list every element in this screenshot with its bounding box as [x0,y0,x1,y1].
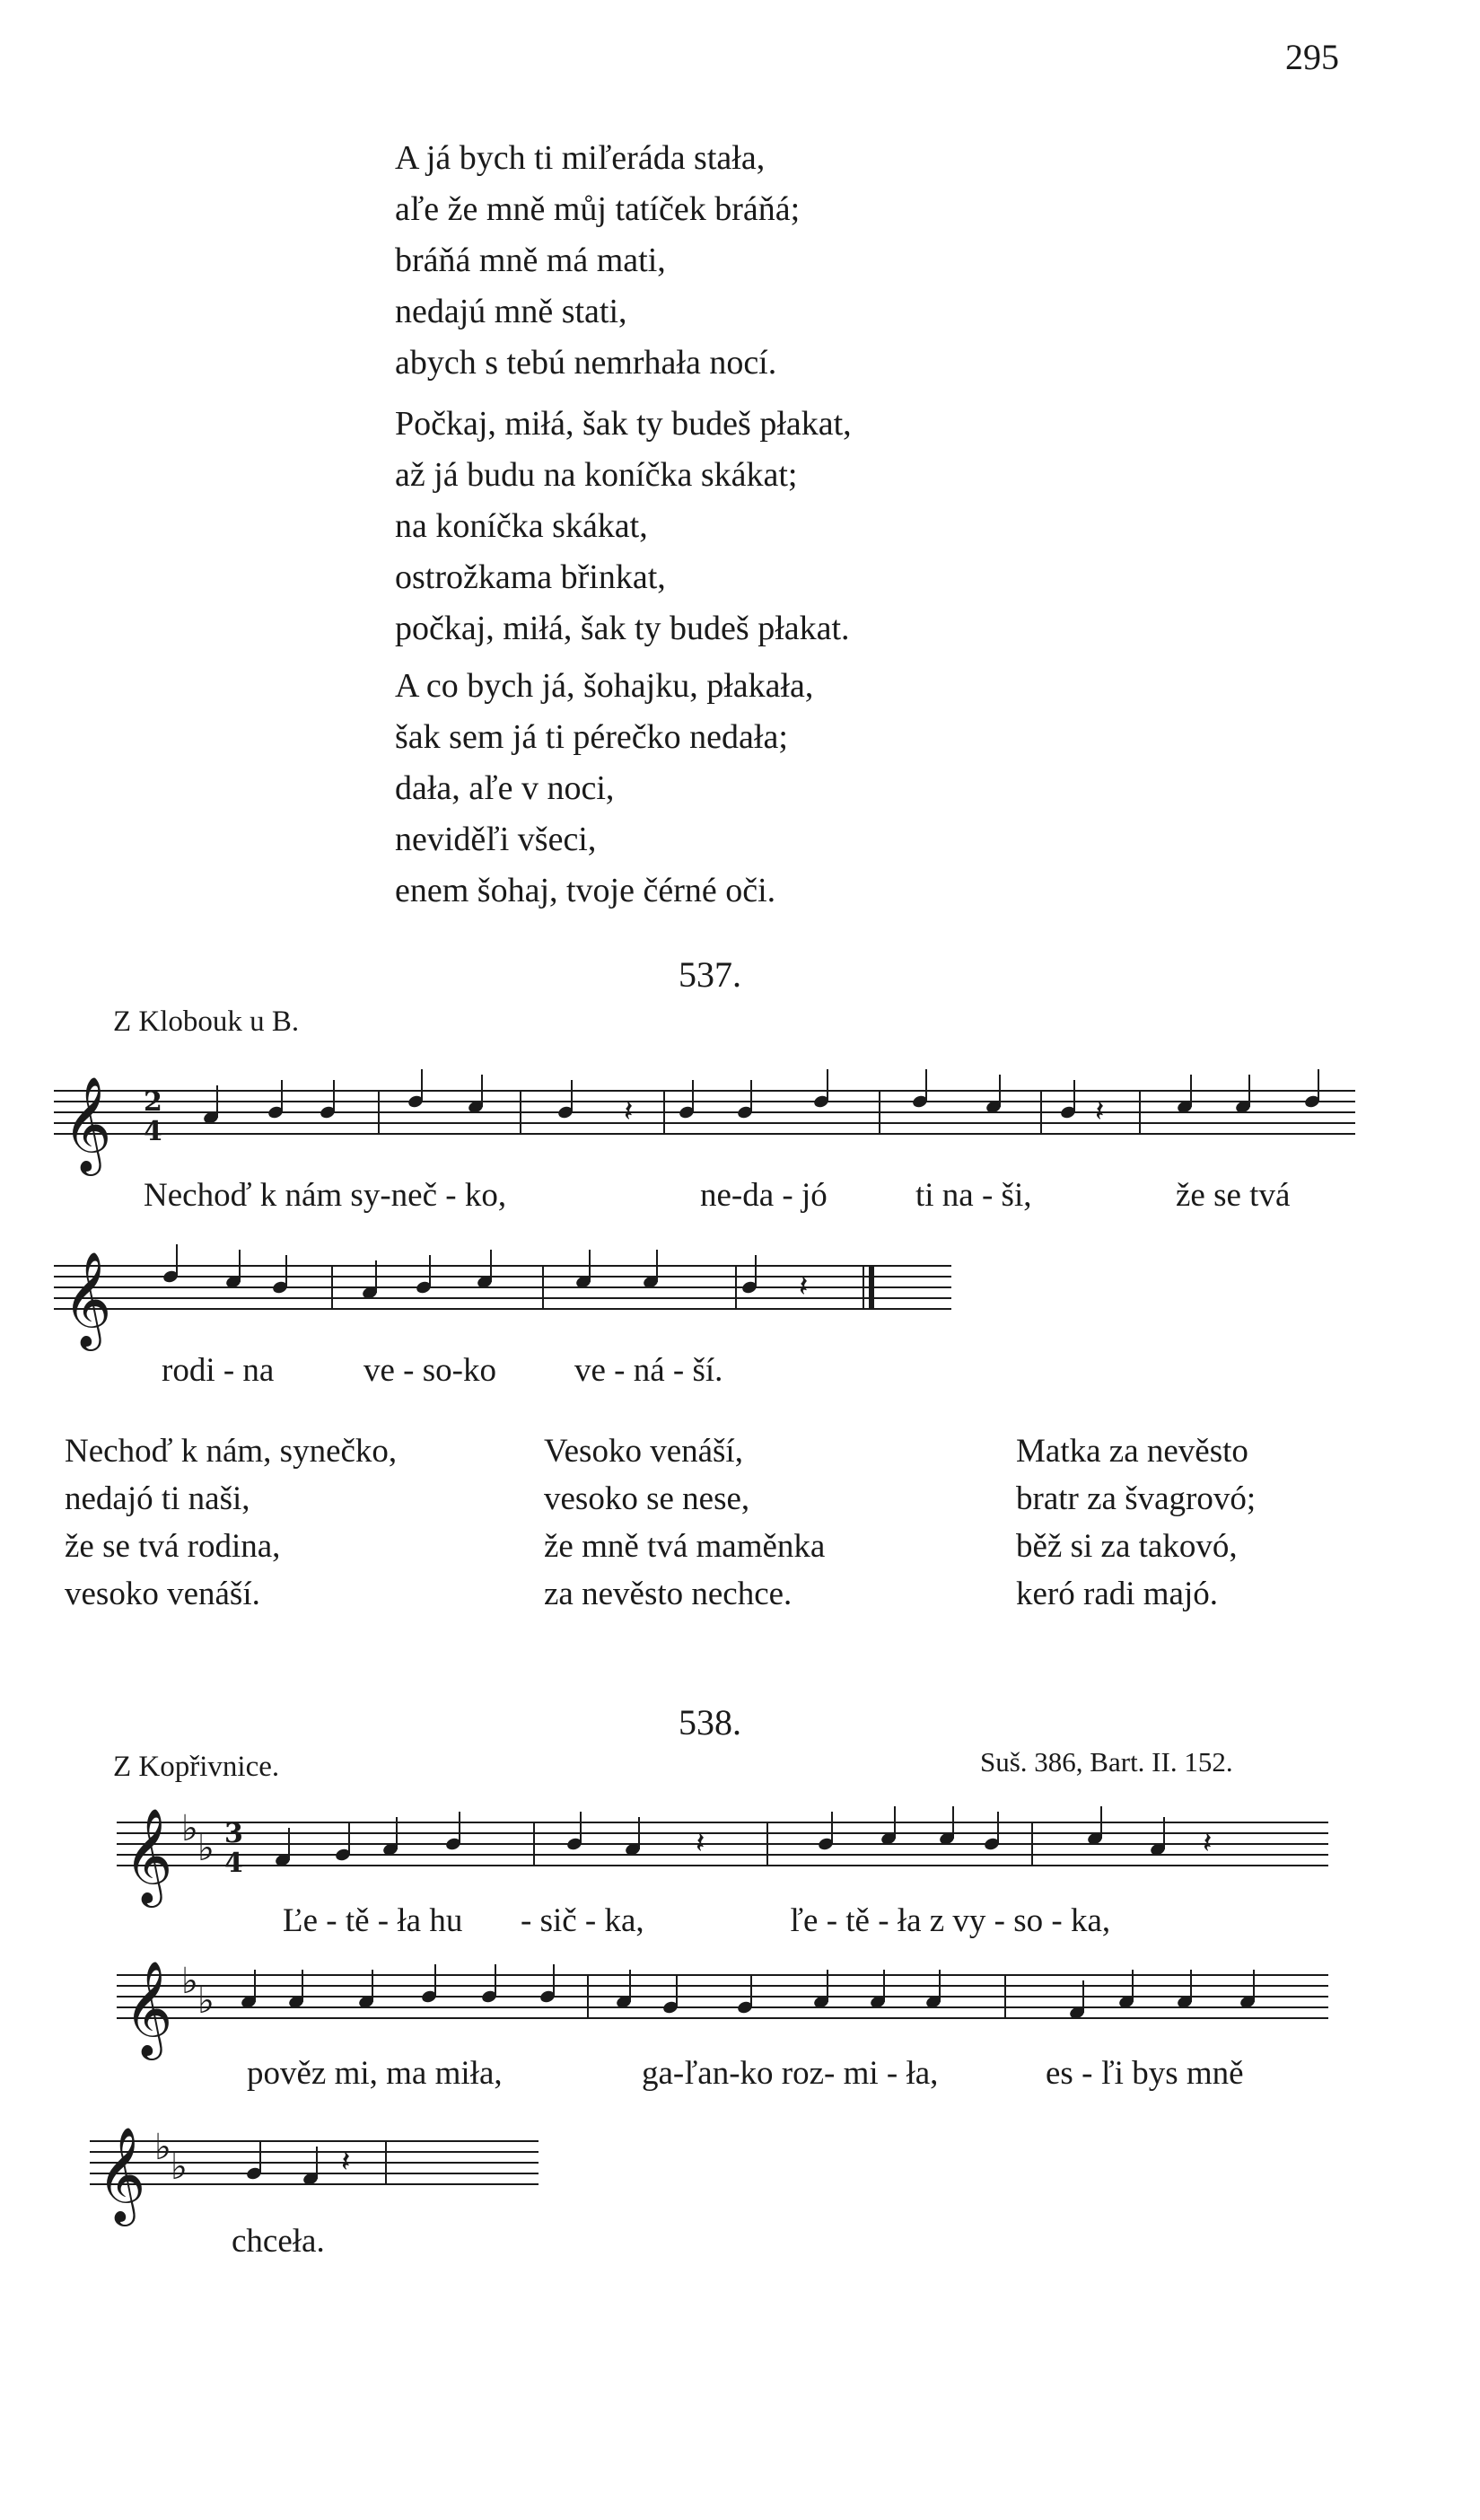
rest-icon: 𝄽 [799,1269,809,1304]
lyric-syllables: chceła. [232,2223,325,2260]
stanza-line: že se tvá rodina, [65,1528,281,1565]
stanza-line: Nechoď k nám, synečko, [65,1433,398,1470]
page-number: 295 [1285,37,1339,77]
time-signature-top: 3 [224,1818,243,1849]
stanza-line: vesoko se nese, [544,1480,750,1517]
flat-icon: ♭ [171,2147,188,2188]
music-staff [117,1957,1328,2056]
lyric-syllables: že se tvá [1176,1177,1291,1214]
lyric-syllables: rodi - na [162,1352,275,1389]
time-signature-top: 2 [144,1086,162,1118]
stanza-line: nedajó ti naši, [65,1480,250,1517]
lyric-syllables: pověz mi, ma miła, [247,2055,503,2092]
lyric-syllables: ve - ná - ší. [574,1352,723,1389]
verse-line: počkaj, miłá, šak ty budeš płakat. [395,610,850,647]
lyric-syllables: - sič - ka, [521,1902,644,1939]
lyric-syllables: ga-ľan-ko roz- mi - ła, [642,2055,939,2092]
verse-line: abych s tebú nemrhała nocí. [395,344,777,382]
stanza-line: bratr za švagrovó; [1016,1480,1257,1517]
verse-line: ostrožkama břinkat, [395,558,666,596]
flat-icon: ♭ [197,1980,215,2022]
music-staff [54,1248,951,1347]
verse-line: nedajú mně stati, [395,293,627,330]
verse-line: na koníčka skákat, [395,507,648,545]
rest-icon: 𝄽 [1203,1825,1213,1861]
stanza-line: vesoko venáší. [65,1576,260,1612]
stanza-line: Vesoko venáší, [544,1433,743,1470]
lyric-syllables: Ľe - tě - ła hu [283,1902,463,1939]
lyric-syllables: Nechoď k nám sy-neč - ko, [144,1177,507,1214]
song-number-537: 537. [679,954,741,995]
stanza-line: keró radi majó. [1016,1576,1218,1612]
treble-clef-icon: 𝄞 [63,1076,112,1172]
treble-clef-icon: 𝄞 [97,2126,146,2222]
music-staff [54,1073,1355,1172]
music-staff [117,1804,1328,1903]
verse-block-1 [395,133,800,389]
verse-line: Počkaj, miłá, šak ty budeš płakat, [395,405,852,443]
song-origin-537: Z Klobouk u B. [113,1005,300,1038]
verse-line: bráňá mně má mati, [395,241,666,279]
verse-line: až já budu na koníčka skákat; [395,456,798,494]
flat-icon: ♭ [154,2127,171,2168]
lyric-syllables: ne-da - jó [700,1177,828,1214]
stanza-line: za nevěsto nechce. [544,1576,793,1612]
stanza-2 [544,1427,825,1618]
verse-block-3 [395,661,813,917]
stanza-line: běž si za takovó, [1016,1528,1238,1565]
stanza-line: že mně tvá maměnka [544,1528,826,1565]
rest-icon: 𝄽 [1095,1093,1105,1129]
lyric-syllables: ve - so-ko [363,1352,496,1389]
flat-icon: ♭ [197,1828,215,1869]
stanza-1 [65,1427,397,1618]
song-source-538: Suš. 386, Bart. II. 152. [980,1746,1233,1778]
treble-clef-icon: 𝄞 [124,1807,173,1903]
verse-line: šak sem já ti pérečko nedała; [395,718,788,756]
rest-icon: 𝄽 [341,2144,351,2180]
stanza-line: Matka za nevěsto [1016,1433,1248,1470]
lyric-syllables: ľe - tě - ła z vy - so - ka, [790,1902,1111,1939]
lyric-syllables: ti na - ši, [915,1177,1032,1214]
flat-icon: ♭ [181,1961,198,2002]
verse-line: A já bych ti miľeráda stała, [395,139,766,177]
time-signature-bottom: 4 [144,1116,162,1147]
verse-line: aľe že mně můj tatíček bráňá; [395,190,801,228]
verse-block-2 [395,399,852,654]
treble-clef-icon: 𝄞 [124,1960,173,2056]
rest-icon: 𝄽 [696,1825,705,1861]
verse-line: enem šohaj, tvoje čérné oči. [395,872,776,909]
stanza-3 [1016,1427,1256,1618]
verse-line: A co bych já, šohajku, płakała, [395,667,814,705]
verse-line: dała, aľe v noci, [395,769,615,807]
rest-icon: 𝄽 [624,1093,634,1129]
music-staff [90,2123,539,2222]
verse-line: neviděľi všeci, [395,821,597,858]
song-number-538: 538. [679,1702,741,1743]
flat-icon: ♭ [181,1808,198,1849]
lyric-syllables: es - ľi bys mně [1046,2055,1244,2092]
time-signature-bottom: 4 [224,1848,243,1879]
treble-clef-icon: 𝄞 [63,1251,112,1347]
song-origin-538: Z Kopřivnice. [113,1751,280,1783]
